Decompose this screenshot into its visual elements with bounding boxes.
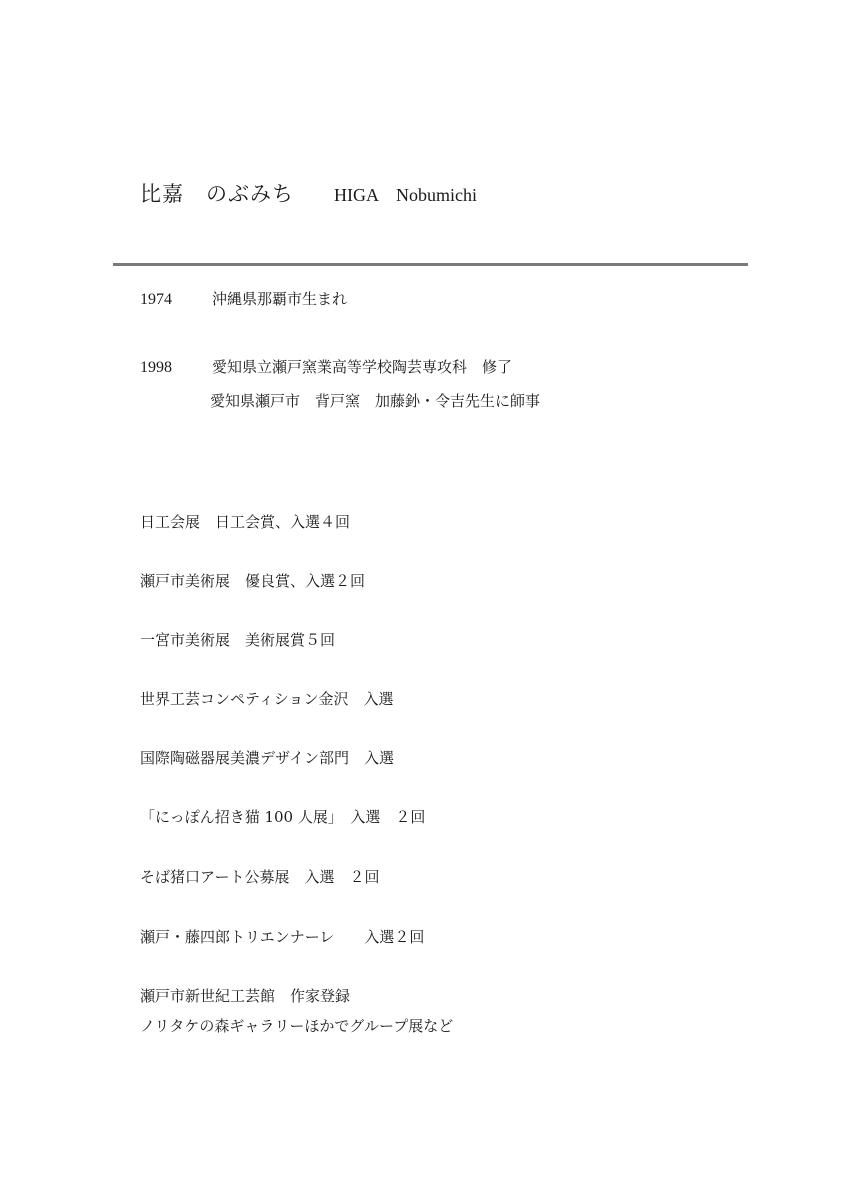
artist-name-header [140, 178, 477, 208]
bio-entry-1998 [140, 357, 512, 378]
artist-name-english: HIGA Nobumichi [334, 185, 477, 205]
exhibition-item: 世界工芸コンペティション金沢 入選 [140, 690, 394, 708]
bio-year: 1974 [140, 291, 172, 308]
bio-text: 愛知県瀬戸市 背戸窯 加藤釥・令吉先生に師事 [210, 392, 541, 410]
header-divider [113, 263, 748, 266]
exhibition-item: 「にっぽん招き猫 100 人展」 入選 ２回 [140, 808, 426, 826]
exhibition-item: 瀬戸市新世紀工芸館 作家登録 [140, 987, 351, 1005]
bio-text: 沖縄県那覇市生まれ [212, 290, 348, 308]
exhibition-item: ノリタケの森ギャラリーほかでグループ展など [140, 1017, 454, 1035]
bio-text: 愛知県立瀬戸窯業高等学校陶芸専攻科 修了 [212, 358, 513, 376]
exhibition-item: そば猪口アート公募展 入選 ２回 [140, 868, 380, 886]
bio-year: 1998 [140, 359, 172, 376]
exhibition-item: 一宮市美術展 美術展賞５回 [140, 631, 336, 649]
bio-entry-1998-continued [210, 391, 540, 411]
artist-name-japanese: 比嘉 のぶみち [140, 182, 294, 206]
exhibition-item: 国際陶磁器展美濃デザイン部門 入選 [140, 749, 394, 767]
bio-entry-1974 [140, 289, 347, 310]
exhibition-item: 瀬戸市美術展 優良賞、入選２回 [140, 572, 366, 590]
exhibition-item: 日工会展 日工会賞、入選４回 [140, 513, 351, 531]
exhibition-item: 瀬戸・藤四郎トリエンナーレ 入選２回 [140, 928, 425, 946]
